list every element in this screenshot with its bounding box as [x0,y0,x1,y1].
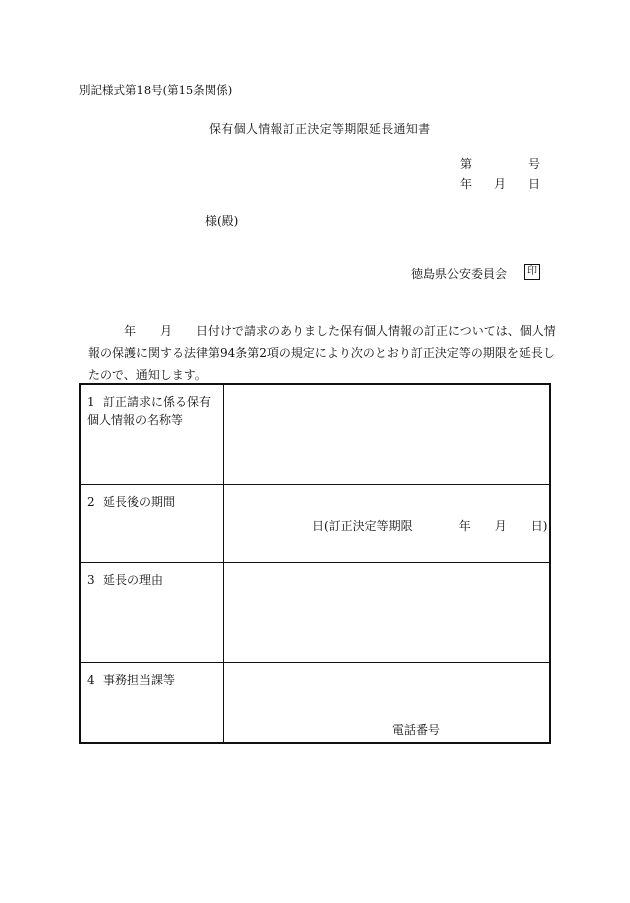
period-year: 年 [458,519,471,534]
row-label: 延長の理由 [103,573,164,588]
document-title: 保有個人情報訂正決定等期限延長通知書 [209,122,431,136]
seal-stamp: 印 [524,264,540,280]
period-prefix: 日(訂正決定等期限 [312,519,413,534]
info-table [79,383,551,744]
issuer-name: 徳島県公安委員会 [411,267,508,281]
row-number: 3 [87,573,95,588]
period-text [312,517,547,534]
table-row [80,563,550,663]
form-number-label: 別記様式第18号(第15条関係) [79,83,233,97]
document-date-line [460,175,540,192]
row-number: 2 [87,495,95,510]
period-day: 日) [530,519,548,534]
row-label: 事務担当課等 [103,673,176,688]
name-field[interactable] [224,384,551,485]
table-row [80,384,550,485]
row-label: 延長後の期間 [103,495,176,510]
department-field[interactable] [224,663,551,743]
number-suffix: 号 [528,157,541,171]
body-paragraph [88,320,556,386]
row-number: 1 [87,395,95,409]
period-month: 月 [494,519,507,534]
table-row [80,485,550,563]
number-prefix: 第 [460,157,473,171]
body-text: 日付けで請求のありました保有個人情報の訂正については、個人情報の保護に関する法律第94条第2項の規定により次のとおり訂正決定等の期限を延長したので、通知します。 [88,324,556,382]
date-month: 月 [494,177,507,191]
document-number-line [460,155,540,172]
row-label-cell [80,384,224,485]
row-label-cell [80,563,224,663]
row-number: 4 [87,673,95,688]
phone-label: 電話番号 [392,723,441,738]
date-day: 日 [528,177,541,191]
body-year: 年 [124,324,137,338]
row-label-cell [80,663,224,743]
row-label-cell [80,485,224,563]
table-row [80,663,550,743]
body-month: 月 [160,324,173,338]
extension-period-field[interactable] [224,485,551,563]
date-year: 年 [460,177,473,191]
reason-field[interactable] [224,563,551,663]
row-label: 訂正請求に係る保有個人情報の名称等 [87,395,212,427]
addressee: 様(殿) [205,214,239,228]
